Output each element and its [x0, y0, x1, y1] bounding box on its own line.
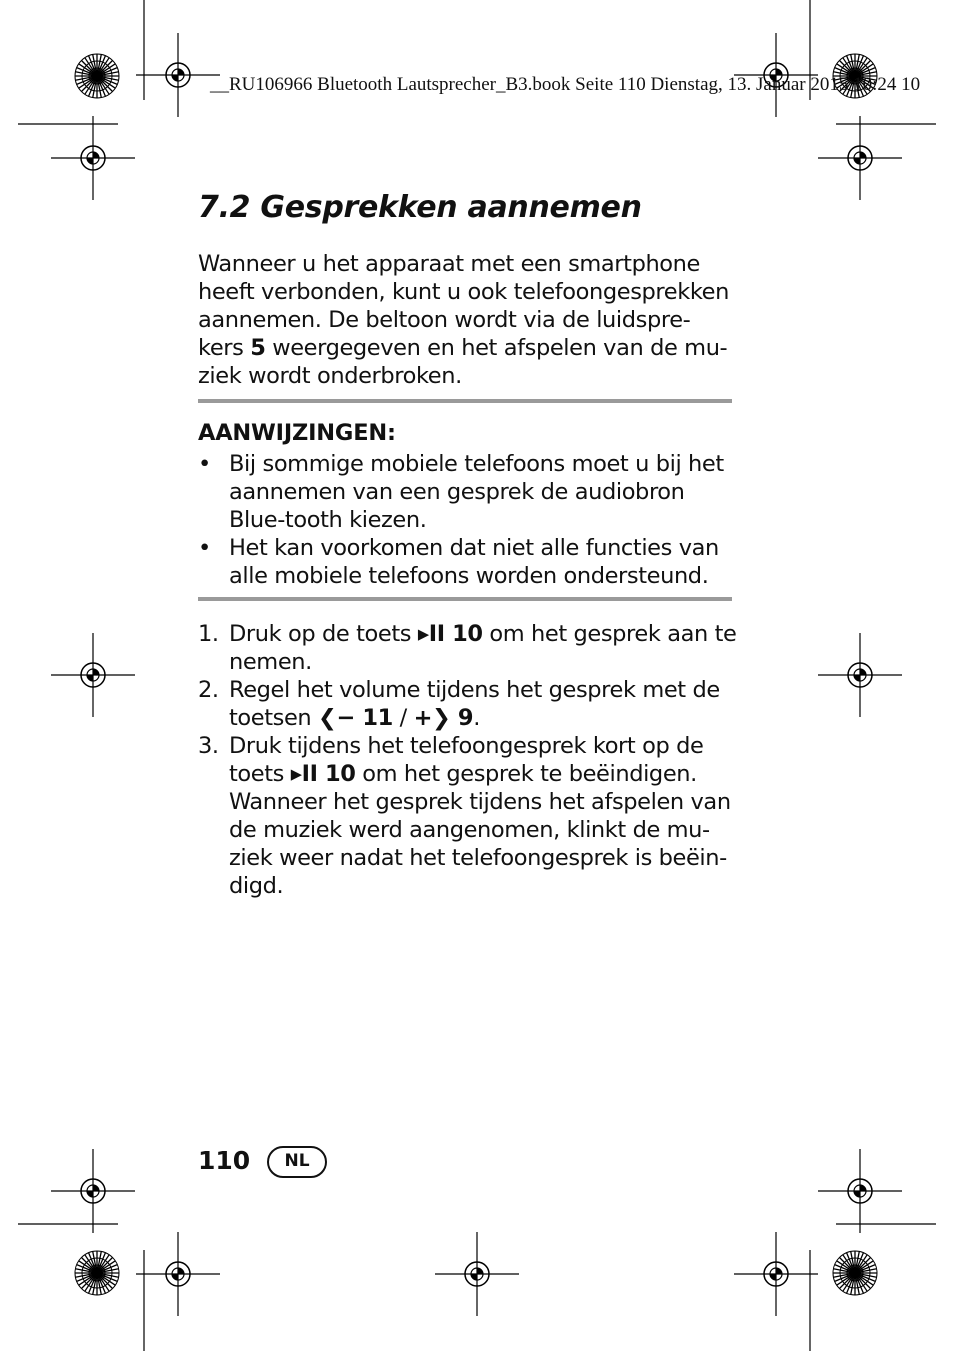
- play-pause-key-reference: ▸II 10: [417, 621, 483, 647]
- step-text: /: [392, 705, 414, 731]
- intro-line: Wanneer u het apparaat met een smartphone: [198, 251, 700, 277]
- note-text: Het kan voorkomen dat niet alle functies van alle mobiele telefoons worden ondersteund.: [229, 535, 719, 589]
- bullet: •: [198, 535, 211, 561]
- list-item: [198, 534, 738, 590]
- step-text: Druk tijdens het telefoongesprek kort op de toets: [229, 733, 704, 787]
- step-number: 2.: [198, 677, 219, 703]
- language-badge: NL: [267, 1146, 327, 1178]
- notes-heading: AANWIJZINGEN:: [198, 420, 396, 446]
- intro-line: heeft verbonden, kunt u ook telefoongesprekken: [198, 279, 729, 305]
- section-title: 7.2 Gesprekken aannemen: [198, 190, 642, 225]
- notes-top-divider: [198, 399, 732, 403]
- list-item: [198, 620, 738, 676]
- intro-text: weergegeven en het afspelen van de mu-: [265, 335, 728, 361]
- list-item: [198, 676, 738, 732]
- play-pause-key-reference: ▸II 10: [290, 761, 356, 787]
- step-text: om het gesprek aan te nemen.: [229, 621, 737, 675]
- intro-text: kers: [198, 335, 251, 361]
- intro-line: aannemen. De beltoon wordt via de luidspre-: [198, 307, 691, 333]
- step-number: 3.: [198, 733, 219, 759]
- step-text: om het gesprek te beëindigen. Wanneer het gesprek tijdens het afspelen van de muziek werd aangenomen, klinkt de mu-ziek weer nadat het telefoongesprek is beëin-digd.: [229, 761, 731, 899]
- list-item: [198, 450, 738, 534]
- list-item: [198, 732, 738, 900]
- step-text: Druk op de toets: [229, 621, 418, 647]
- step-number: 1.: [198, 621, 219, 647]
- volume-up-key-reference: +❯ 9: [413, 705, 474, 731]
- notes-bottom-divider: [198, 597, 732, 601]
- steps-list: [198, 620, 738, 900]
- notes-list: [198, 450, 738, 590]
- intro-line: ziek wordt onderbroken.: [198, 363, 462, 389]
- volume-down-key-reference: ❮− 11: [318, 705, 393, 731]
- bullet: •: [198, 451, 211, 477]
- intro-paragraph: [198, 250, 738, 390]
- step-text: .: [473, 705, 480, 731]
- print-slug-line: __RU106966 Bluetooth Lautsprecher_B3.book Seite 110 Dienstag, 13. Januar 2015 10:24 10: [210, 74, 921, 95]
- intro-line: [198, 334, 738, 362]
- note-text: Bij sommige mobiele telefoons moet u bij het aannemen van een gesprek de audiobron Blue-tooth kiezen.: [229, 451, 724, 533]
- page-number: 110: [198, 1146, 251, 1175]
- component-reference: 5: [250, 335, 266, 361]
- step-text: Regel het volume tijdens het gesprek met de toetsen: [229, 677, 720, 731]
